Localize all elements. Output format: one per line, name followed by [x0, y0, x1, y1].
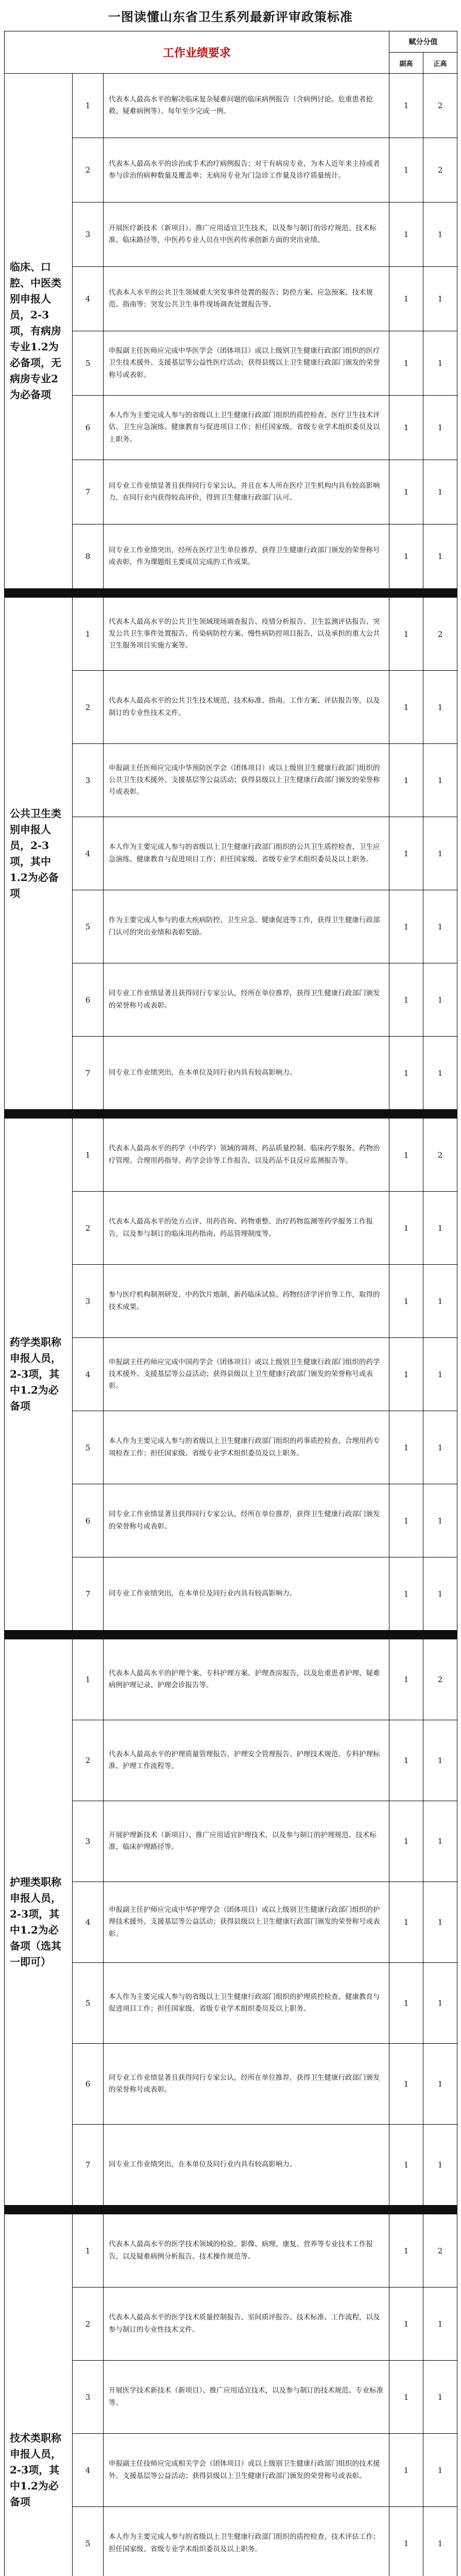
requirement-text: 申报副主任护师应完成中华护理学会（团体项目）或以上级别卫生健康行政部门组织的护理技术援外、支援基层等公益活动；获得县级以上卫生健康行政部门颁发的荣誉称号或表彰。 [104, 1882, 389, 1963]
table-row [5, 202, 457, 267]
row-number: 3 [73, 1801, 104, 1882]
score-senior: 2 [423, 598, 457, 671]
section-title: 工作业绩要求 [5, 31, 389, 74]
requirement-text: 同专业工作业绩突出，经所在医疗卫生单位推荐，获得卫生健康行政部门颁发的荣誉称号或表彰，作为课题组主要成员完成的工作成果。 [104, 524, 389, 589]
requirement-text: 代表本人最高水平的护理个案、专科护理方案、护理查房报告，以及危重患者护理、疑难病例护理记录、护理会诊报告等。 [104, 1639, 389, 1720]
group-divider [5, 589, 457, 598]
score-senior: 1 [423, 1192, 457, 1265]
requirement-text: 代表本人最高水平的公共卫生领域现场调查报告、疫情分析报告、卫生监测评估报告、突发公共卫生事件处置报告、传染病防控方案、慢性病防控项目报告，以及承担的重大公共卫生服务项目实施方案等。 [104, 598, 389, 671]
row-number: 4 [73, 2434, 104, 2507]
requirement-text: 本人作为主要完成人参与的省级以上卫生健康行政部门组织的药事质控检查、合理用药专项检查工作；担任国家级、省级专业学术组织委员及以上职务。 [104, 1411, 389, 1484]
requirement-text: 本人作为主要完成人参与的省级以上卫生健康行政部门组织的公共卫生质控检查、卫生应急演练、健康教育与促进项目工作；担任国家级、省级专业学术组织委员及以上职务。 [104, 817, 389, 890]
requirement-text: 代表本人最高水平的医学技术领域的检验、影像、病理、康复、营养等专业技术工作报告，以及疑难病例分析报告、技术操作规范等。 [104, 2214, 389, 2287]
score-senior: 1 [423, 817, 457, 890]
row-number: 3 [73, 1265, 104, 1338]
score-mid: 1 [389, 1411, 423, 1484]
table-row [5, 1484, 457, 1557]
row-number: 1 [73, 74, 104, 138]
table-row [5, 1118, 457, 1192]
score-senior: 1 [423, 1801, 457, 1882]
table-row [5, 817, 457, 890]
table-row [5, 460, 457, 524]
requirement-text: 作为主要完成人参与的重大疾病防控、卫生应急、健康促进等工作，获得卫生健康行政部门认可的突出业绩和表彰奖励。 [104, 890, 389, 963]
requirement-text: 申报副主任技师应完成相关学会（团体项目）或以上级别卫生健康行政部门组织的技术援外、支援基层等公益活动；获得县级以上卫生健康行政部门颁发的荣誉称号或表彰。 [104, 2434, 389, 2507]
score-senior: 1 [423, 267, 457, 331]
score-senior: 1 [423, 2287, 457, 2361]
row-number: 5 [73, 1963, 104, 2044]
requirement-text: 本人作为主要完成人参与的省级以上卫生健康行政部门组织的质控检查、医疗卫生技术评估、卫生应急演练、健康教育与促进项目工作；担任国家级、省级专业学术组织委员及以上职务。 [104, 396, 389, 460]
table-row [5, 1963, 457, 2044]
table-row [5, 1411, 457, 1484]
row-number: 6 [73, 963, 104, 1037]
requirement-text: 代表本人最高水平的解决临床复杂疑难问题的临床病例报告（含病例讨论、危重患者抢救、疑难病例等）。每年至少完成一例。 [104, 74, 389, 138]
requirement-text: 同专业工作业绩显著且获得同行专家公认，经所在单位推荐，获得卫生健康行政部门颁发的荣誉称号或表彰。 [104, 1484, 389, 1557]
row-number: 2 [73, 1720, 104, 1801]
requirement-text: 同专业工作业绩突出，在本单位及同行业内具有较高影响力。 [104, 1557, 389, 1631]
requirement-text: 同专业工作业绩突出，在本单位及同行业内具有较高影响力。 [104, 2125, 389, 2206]
score-senior: 1 [423, 1411, 457, 1484]
requirement-text: 申报副主任医师应完成中华医学会（团体项目）或以上级别卫生健康行政部门组织的医疗卫生技术援外、支援基层等公益性医疗活动；获得县级以上卫生健康行政部门颁发的荣誉称号或表彰。 [104, 331, 389, 396]
group-divider [5, 1110, 457, 1118]
table-row [5, 524, 457, 589]
score-senior: 2 [423, 74, 457, 138]
requirement-text: 参与医疗机构制剂研发、中药饮片炮制、新药临床试验、药物经济学评价等工作，取得的技术成果。 [104, 1265, 389, 1338]
score-mid: 1 [389, 1720, 423, 1801]
table-row [5, 267, 457, 331]
table-row [5, 1265, 457, 1338]
score-senior: 2 [423, 1639, 457, 1720]
row-number: 2 [73, 2287, 104, 2361]
row-number: 5 [73, 890, 104, 963]
table-row [5, 1801, 457, 1882]
table-row [5, 2287, 457, 2361]
table-row [5, 598, 457, 671]
table-row [5, 1192, 457, 1265]
score-header: 赋分分值 [389, 31, 457, 53]
category-cell: 临床、口腔、中医类别申报人员，2-3项，有病房专业1.2为必备项，无病房专业2为必备项 [5, 74, 73, 589]
row-number: 3 [73, 202, 104, 267]
requirements-table [4, 31, 457, 2576]
score-mid: 1 [389, 744, 423, 817]
requirement-text: 同专业工作业绩显著且获得同行专家公认，经所在单位推荐，获得卫生健康行政部门颁发的荣誉称号或表彰。 [104, 2044, 389, 2125]
table-row [5, 2214, 457, 2287]
table-row [5, 1720, 457, 1801]
row-number: 6 [73, 2044, 104, 2125]
score-mid: 1 [389, 1484, 423, 1557]
row-number: 2 [73, 138, 104, 202]
table-row [5, 74, 457, 138]
group-divider [5, 1631, 457, 1639]
score-mid: 1 [389, 331, 423, 396]
score-senior: 1 [423, 202, 457, 267]
table-header-row [5, 31, 457, 53]
score-mid: 1 [389, 524, 423, 589]
table-row [5, 2361, 457, 2434]
table-row [5, 138, 457, 202]
score-senior: 1 [423, 460, 457, 524]
row-number: 1 [73, 1639, 104, 1720]
score-mid: 1 [389, 2361, 423, 2434]
score-mid: 1 [389, 460, 423, 524]
score-mid: 1 [389, 671, 423, 744]
requirement-text: 开展医学技术新技术（新项目）、推广应用适宜技术，以及参与制订的技术规范、专业标准等。 [104, 2361, 389, 2434]
requirement-text: 代表本人最高水平的处方点评、用药咨询、药物重整、治疗药物监测等药学服务工作报告，以及参与制订的临床用药指南、药品管理制度等。 [104, 1192, 389, 1265]
table-row [5, 1557, 457, 1631]
category-cell: 公共卫生类别申报人员，2-3项，其中1.2为必备项 [5, 598, 73, 1110]
score-mid: 1 [389, 2507, 423, 2576]
score-col-mid: 副高 [389, 53, 423, 74]
table-row [5, 396, 457, 460]
table-row [5, 890, 457, 963]
requirement-text: 同专业工作业绩显著且获得同行专家公认，经所在单位推荐，获得卫生健康行政部门颁发的荣誉称号或表彰。 [104, 963, 389, 1037]
row-number: 1 [73, 1118, 104, 1192]
row-number: 8 [73, 524, 104, 589]
score-senior: 1 [423, 2434, 457, 2507]
score-senior: 2 [423, 138, 457, 202]
score-mid: 1 [389, 267, 423, 331]
score-senior: 1 [423, 331, 457, 396]
requirement-text: 同专业工作业绩突出，在本单位及同行业内具有较高影响力。 [104, 1037, 389, 1110]
row-number: 1 [73, 2214, 104, 2287]
row-number: 5 [73, 2507, 104, 2576]
score-mid: 1 [389, 2044, 423, 2125]
table-row [5, 2507, 457, 2576]
row-number: 4 [73, 1338, 104, 1411]
score-mid: 1 [389, 1557, 423, 1631]
row-number: 3 [73, 2361, 104, 2434]
score-senior: 1 [423, 1963, 457, 2044]
score-senior: 1 [423, 744, 457, 817]
requirement-text: 代表本人最高水平的药学（中药学）领域的调剂、药品质量控制、临床药学服务、药物治疗管理、合理用药指导、药学会诊等工作报告，以及药品不良反应监测报告等。 [104, 1118, 389, 1192]
row-number: 4 [73, 1882, 104, 1963]
score-mid: 1 [389, 1118, 423, 1192]
requirement-text: 代表本人最高水平的公共卫生技术规范、技术标准、指南、工作方案、评估报告等，以及制订的专业性技术文件。 [104, 671, 389, 744]
row-number: 3 [73, 744, 104, 817]
score-senior: 1 [423, 1882, 457, 1963]
row-number: 1 [73, 598, 104, 671]
score-mid: 1 [389, 1963, 423, 2044]
score-mid: 1 [389, 2125, 423, 2206]
score-mid: 1 [389, 138, 423, 202]
score-mid: 1 [389, 202, 423, 267]
table-row [5, 1639, 457, 1720]
score-mid: 1 [389, 74, 423, 138]
group-divider-cell [5, 2206, 457, 2214]
row-number: 5 [73, 331, 104, 396]
score-senior: 1 [423, 524, 457, 589]
requirement-text: 代表本人最高水平的诊治或手术治疗病例报告；对于有病房专业，为本人近年来主持或者参与诊治的病种数量及覆盖率；无病房专业为门急诊工作量及诊疗质量统计。 [104, 138, 389, 202]
row-number: 4 [73, 817, 104, 890]
score-mid: 1 [389, 1639, 423, 1720]
score-mid: 1 [389, 1882, 423, 1963]
category-cell: 护理类职称申报人员，2-3项，其中1.2为必备项（选其一即可） [5, 1639, 73, 2206]
score-mid: 1 [389, 817, 423, 890]
score-senior: 1 [423, 963, 457, 1037]
score-mid: 1 [389, 396, 423, 460]
score-senior: 1 [423, 1037, 457, 1110]
table-row [5, 1882, 457, 1963]
row-number: 7 [73, 2125, 104, 2206]
score-senior: 1 [423, 671, 457, 744]
requirement-text: 申报副主任药师应完成中国药学会（团体项目）或以上级别卫生健康行政部门组织的药学技术援外、支援基层等公益活动；获得县级以上卫生健康行政部门颁发的荣誉称号或表彰。 [104, 1338, 389, 1411]
requirement-text: 同专业工作业绩显著且获得同行专家公认，并且在本人所在医疗卫生机构内具有较高影响力，在同行业内获得较高评价，得到卫生健康行政部门认可。 [104, 460, 389, 524]
group-divider-cell [5, 589, 457, 598]
table-row [5, 2125, 457, 2206]
requirement-text: 开展护理新技术（新项目）、推广应用适宜护理技术，以及参与制订的护理规范、技术标准、临床护理路径等。 [104, 1801, 389, 1882]
score-mid: 1 [389, 1265, 423, 1338]
page-title: 一图读懂山东省卫生系列最新评审政策标准 [108, 9, 353, 24]
score-mid: 1 [389, 598, 423, 671]
table-row [5, 1037, 457, 1110]
score-senior: 1 [423, 890, 457, 963]
row-number: 5 [73, 1411, 104, 1484]
category-cell: 技术类职称申报人员，2-3项，其中1.2为必备项 [5, 2214, 73, 2576]
score-senior: 1 [423, 396, 457, 460]
score-mid: 1 [389, 1192, 423, 1265]
requirement-text: 本人作为主要完成人参与的省级以上卫生健康行政部门组织的护理质控检查、健康教育与促进项目工作；担任国家级、省级专业学术组织委员及以上职务。 [104, 1963, 389, 2044]
score-senior: 1 [423, 1338, 457, 1411]
requirement-text: 开展医疗新技术（新项目）、推广应用适宜卫生技术，以及参与制订的诊疗规范、技术标准、临床路径等，中医药专业人员在中医药传承创新方面的突出业绩。 [104, 202, 389, 267]
row-number: 7 [73, 460, 104, 524]
requirement-text: 代表本人最高水平的护理质量管理报告、护理安全管理报告、护理技术规范、专科护理标准、护理工作流程等。 [104, 1720, 389, 1801]
score-senior: 1 [423, 1557, 457, 1631]
score-senior: 1 [423, 1484, 457, 1557]
group-divider-cell [5, 1110, 457, 1118]
row-number: 6 [73, 1484, 104, 1557]
score-mid: 1 [389, 963, 423, 1037]
table-row [5, 671, 457, 744]
row-number: 6 [73, 396, 104, 460]
score-senior: 1 [423, 2044, 457, 2125]
table-row [5, 2434, 457, 2507]
score-mid: 1 [389, 2434, 423, 2507]
group-divider-cell [5, 1631, 457, 1639]
score-mid: 1 [389, 2287, 423, 2361]
score-mid: 1 [389, 1801, 423, 1882]
row-number: 4 [73, 267, 104, 331]
score-mid: 1 [389, 1338, 423, 1411]
score-col-senior: 正高 [423, 53, 457, 74]
table-row [5, 1338, 457, 1411]
category-cell: 药学类职称申报人员，2-3项，其中1.2为必备项 [5, 1118, 73, 1631]
score-senior: 1 [423, 1265, 457, 1338]
requirement-text: 代表本人最高水平的医学技术质量控制报告、室间质评报告、技术标准、工作流程，以及参与制订的专业性技术文件。 [104, 2287, 389, 2361]
score-senior: 1 [423, 2507, 457, 2576]
table-row [5, 2044, 457, 2125]
score-senior: 1 [423, 2125, 457, 2206]
row-number: 7 [73, 1557, 104, 1631]
score-senior: 1 [423, 2361, 457, 2434]
row-number: 2 [73, 1192, 104, 1265]
row-number: 7 [73, 1037, 104, 1110]
requirement-text: 代表本人水平的公共卫生领域重大突发事件处置的报告；防控方案、应急预案、技术规范、指南等；突发公共卫生事件现场调查处置报告等。 [104, 267, 389, 331]
score-mid: 1 [389, 2214, 423, 2287]
score-senior: 1 [423, 1720, 457, 1801]
row-number: 2 [73, 671, 104, 744]
table-row [5, 963, 457, 1037]
table-row [5, 744, 457, 817]
requirement-text: 申报副主任医师应完成中华预防医学会（团体项目）或以上级别卫生健康行政部门组织的公共卫生技术援外、支援基层等公益活动；获得县级以上卫生健康行政部门颁发的荣誉称号或表彰。 [104, 744, 389, 817]
requirement-text: 本人作为主要完成人参与的省级以上卫生健康行政部门组织的质控检查、技术评估工作；担任国家级、省级专业学术组织委员及以上职务。 [104, 2507, 389, 2576]
score-senior: 2 [423, 2214, 457, 2287]
table-row [5, 331, 457, 396]
score-mid: 1 [389, 1037, 423, 1110]
group-divider [5, 2206, 457, 2214]
score-mid: 1 [389, 890, 423, 963]
score-senior: 2 [423, 1118, 457, 1192]
